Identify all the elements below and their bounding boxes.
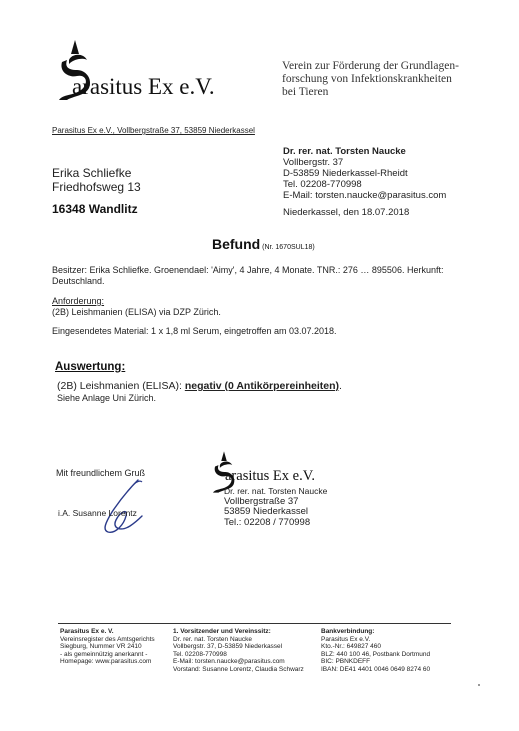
stamp-line: Vollbergstraße 37 [224, 495, 299, 507]
result-value: negativ (0 Antikörpereinheiten) [184, 380, 340, 392]
footer-line: IBAN: DE41 4401 0046 0649 8274 60 [321, 665, 431, 673]
stamp-org-name: arasitus Ex e.V. [225, 468, 315, 484]
footer-line: Siegburg, Nummer VR 2410 [60, 643, 142, 650]
date-line: Niederkassel, den 18.07.2018 [283, 207, 410, 218]
footer-heading: Parasitus Ex e. V. [60, 628, 114, 635]
footer-divider [58, 623, 451, 624]
footer-line: Tel. 02208-770998 [173, 650, 227, 658]
footer-column-chairman [173, 628, 304, 673]
result-test: (2B) Leishmanien (ELISA): [57, 380, 185, 392]
contact-block [283, 146, 446, 201]
contact-street: Vollbergstr. 37 [283, 157, 344, 168]
evaluation-heading: Auswertung: [55, 361, 126, 373]
scan-speck [478, 684, 480, 686]
signer-name: i.A. Susanne Lorentz [58, 508, 137, 518]
request-value: (2B) Leishmanien (ELISA) via DZP Zürich. [52, 307, 221, 317]
recipient-street: Friedhofsweg 13 [52, 180, 141, 194]
title-number: (Nr. 1670SUL18) [260, 244, 315, 251]
footer-line: Vorstand: Susanne Lorentz, Claudia Schwarz [173, 665, 304, 673]
document-title [212, 236, 315, 252]
org-tagline [282, 60, 482, 99]
footer-line: - als gemeinnützig anerkannt - [60, 650, 148, 658]
recipient-name: Erika Schliefke [52, 166, 132, 180]
evaluation-result [57, 380, 342, 392]
tagline-line: Verein zur Förderung der Grundlagen- [282, 60, 459, 72]
contact-city: D-53859 Niederkassel-Rheidt [283, 168, 408, 179]
result-end: . [339, 380, 342, 392]
request-block [52, 296, 221, 318]
footer-column-registry [60, 628, 155, 666]
contact-phone: Tel. 02208-770998 [283, 179, 362, 190]
stamp-line: 53859 Niederkassel [224, 506, 308, 517]
footer-heading: 1. Vorsitzender und Vereinssitz: [173, 628, 271, 635]
recipient-address [52, 166, 141, 194]
tagline-line: bei Tieren [282, 86, 329, 98]
stamp-line: Dr. rer. nat. Torsten Naucke [224, 486, 328, 496]
footer-heading: Bankverbindung: [321, 628, 375, 635]
footer-line: BIC: PBNKDEFF [321, 658, 371, 665]
attachment-note: Siehe Anlage Uni Zürich. [57, 393, 157, 403]
material-line: Eingesendetes Material: 1 x 1,8 ml Serum, eingetroffen am 03.07.2018. [52, 326, 337, 336]
request-label: Anforderung: [52, 296, 105, 306]
footer-line: Homepage: www.parasitus.com [60, 658, 152, 665]
footer-line: Dr. rer. nat. Torsten Naucke [173, 635, 252, 643]
owner-info [52, 265, 443, 287]
footer-line: Kto.-Nr.: 649827 460 [321, 643, 381, 650]
stamp-line: Tel.: 02208 / 770998 [224, 516, 311, 528]
footer-line: E-Mail: torsten.naucke@parasitus.com [173, 658, 285, 665]
org-name: arasitus Ex e.V. [72, 74, 215, 99]
recipient-zip-city: 16348 Wandlitz [52, 202, 138, 216]
contact-email: E-Mail: torsten.naucke@parasitus.com [283, 190, 447, 201]
contact-name: Dr. rer. nat. Torsten Naucke [283, 146, 406, 157]
title-main: Befund [212, 236, 261, 252]
sender-return-address: Parasitus Ex e.V., Vollbergstraße 37, 53859 Niederkassel [52, 126, 255, 135]
owner-line: Deutschland. [52, 276, 105, 286]
stamp-address [224, 486, 327, 528]
footer-line: BLZ: 440 100 46, Postbank Dortmund [321, 650, 431, 658]
closing-greeting: Mit freundlichem Gruß [56, 468, 146, 478]
footer-line: Parasitus Ex e.V. [321, 635, 371, 643]
footer-column-bank [321, 628, 430, 673]
owner-line: Besitzer: Erika Schliefke. Groenendael: 'Aimy', 4 Jahre, 4 Monate. TNR.: 276 … 895506. Herkunft: [52, 265, 444, 275]
tagline-line: forschung von Infektionskrankheiten [282, 73, 452, 85]
footer-line: Vereinsregister des Amtsgerichts [60, 635, 155, 643]
footer-line: Vollbergstr. 37, D-53859 Niederkassel [173, 643, 283, 650]
